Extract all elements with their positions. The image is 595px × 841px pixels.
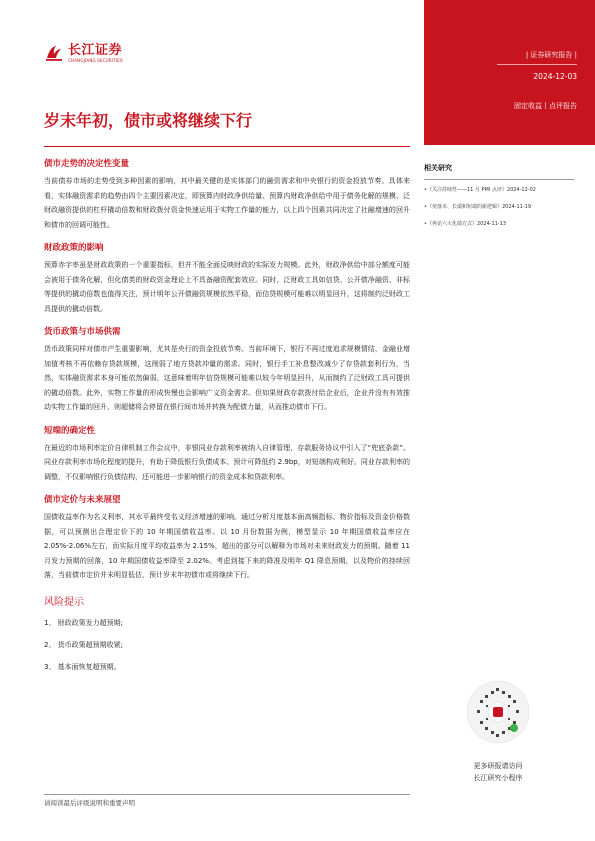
section-paragraph: 预算赤字率虽是财政政策的一个重要指标，但并不能全面反映财政的实际发力规模。此外，财政净供给中部分额度可能会被用于债务化解，但化债类的财政资金理论上不具备融资配套效应。同时，泛财政工具如信贷、公开债净融资、非标等提供的撬动倍数也值得关注，预计明年公开债融资规模依然平稳，而信贷规模可能难以明显回升，这将制约泛财政工具提供的撬动倍数。 [44, 261, 410, 313]
footer-divider [44, 794, 410, 795]
header-divider [497, 64, 577, 65]
section-paragraph: 货币政策同样对债市产生重要影响，尤其是央行的资金投放节奏。当前环境下，银行不再过度追求规模情结，金融业增加值考核不再依赖存贷款规模，这削弱了地方贷款冲量的需求。同时，银行手工补息整改减少了存贷款套利行为，当然，实体融资需求本身可能依然偏弱，这意味着明年信贷规模可能难以较今年明显回升，从而制约了泛财政工具可提供的撬动倍数。此外，实物工作量的形成快慢也会影响广义资金需求。但如果财政存款拨付给企业后，企业并没有有效推动实物工作量的回升，则超储将会停留在银行间市场并转换为配债力量，从而推动债市下行。 [44, 345, 410, 411]
related-research-link[interactable]: •《奕落市、长端和短端的新逻辑》2024-11-19 [424, 203, 532, 210]
page-title: 岁末年初，债市或将继续下行 [44, 111, 253, 130]
footer-disclaimer: 请阅读最后评级说明和重要声明 [44, 799, 135, 807]
section-2 [44, 241, 410, 316]
report-date: 2024-12-03 [533, 72, 577, 81]
company-logo [44, 42, 164, 64]
risk-item: 1、 财政政策发力超预期; [44, 618, 124, 627]
section-heading: 短端的确定性 [44, 425, 96, 436]
section-paragraph: 在最近的市场利率定价自律机制工作会议中，非银同业存款利率被纳入自律管理，存款服务协议中引入了“兜底条款”。同业存款利率市场化程度的提升，有助于降低银行负债成本、预计可降低约 2.9bp，对短端构成利好。同业存款利率的调整，不仅影响银行负债结构，还可能进一步影响银行的资金成本和贷款利率。 [44, 443, 410, 481]
section-4 [44, 424, 410, 485]
section-paragraph: 当前债券市场的走势受到多种因素的影响，其中最关键的是实体部门的融资需求和中央银行的资金投放节奏。具体来看，实体融资需求的趋势由四个主要因素决定，即预算内财政净供给量、预算内财政净供给中用于债务化解的规模、泛财政融资提供的杠杆撬动倍数和财政拨付资金快速运用于实物工作量的能力，以上四个因素共同决定了社融增速的回升和债市的回调可能性。 [44, 177, 410, 229]
related-research-heading: 相关研究 [424, 164, 452, 172]
section-heading: 财政政策的影响 [44, 243, 104, 253]
section-heading: 债市定价与未来展望 [44, 495, 121, 505]
section-heading: 货币政策与市场供需 [44, 327, 121, 337]
risk-item: 2、 货币政策超预期收紧; [44, 640, 124, 649]
risk-item: 3、 基本面恢复超预期。 [44, 662, 121, 671]
section-heading: 债市走势的决定性变量 [44, 159, 130, 169]
risk-heading: 风险提示 [44, 596, 84, 608]
qr-caption-line2: 长江研究小程序 [473, 774, 523, 782]
title-divider [44, 146, 410, 147]
related-research [424, 163, 574, 237]
qr-caption-line1: 更多研报请访问 [473, 762, 523, 770]
logo-cn-text: 长江证券 [68, 42, 123, 58]
main-content [44, 157, 410, 684]
logo-en-text: CHANGJIANG SECURITIES [68, 57, 123, 63]
section-paragraph: 国债收益率作为名义利率，其水平最终受名义经济增速的影响。通过分析月度基本面高频指标、物价指标及资金价格数据，可以预测出合理定价下的 10 年期国债收益率。以 10 月份数据为例，模型显示 10 年期国债收益率应在 2.05%-2.06%左右，而实际月度平均收益率为 2.15%，超出的部分可以解释为市场对未来财政发力的预期。随着 11 月发力预期的回落，10 年期国债收益率降至 2.02%。考虑到接下来的降准及明年 Q1 降息预期，以及物价的持续回落，当前债市定价并未明显低估，预计岁末年初债市或将继续下行。 [44, 513, 410, 579]
report-category: 固定收益丨点评报告 [514, 102, 577, 110]
mini-program-qr-code[interactable] [466, 680, 530, 744]
section-5 [44, 493, 410, 583]
header-red-block [424, 0, 595, 145]
logo-icon [44, 43, 64, 63]
section-3 [44, 325, 410, 415]
related-research-divider [424, 179, 574, 180]
report-type: | 证券研究报告 | [525, 51, 577, 59]
risk-section [44, 593, 410, 672]
related-research-link[interactable]: •《再论六大化债方式》2024-11-13 [424, 220, 507, 227]
related-research-link[interactable]: •《关注持续性——11 月 PMI 点评》2024-12-02 [424, 186, 536, 193]
section-1 [44, 157, 410, 232]
